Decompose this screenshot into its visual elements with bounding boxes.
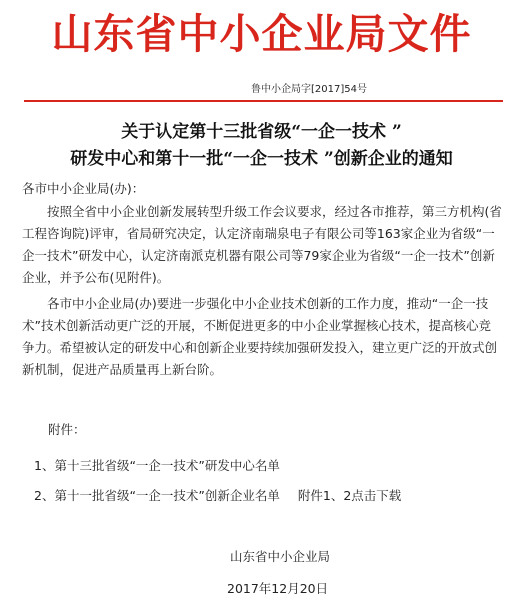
attachment-item-1-label[interactable]: 1、第十三批省级“一企一技术”研发中心名单 bbox=[34, 458, 280, 473]
body-paragraph-1: 按照全省中小企业创新发展转型升级工作会议要求，经过各市推荐，第三方机构(省工程咨询院)评审，省局研究决定，认定济南瑞泉电子有限公司等163家企业为省级“一企一技术”研发中心，认定济南派克机器有限公司等79家企业为省级“一企一技术”创新企业，并予公布(见附件)。 bbox=[22, 204, 502, 285]
attachments-label: 附件： bbox=[48, 422, 86, 437]
attachment-item-1[interactable] bbox=[34, 456, 280, 474]
document-header-title: 山东省中小企业局文件 bbox=[51, 10, 472, 58]
notice-title-line-2: 研发中心和第十一批“一企一技术 ”创新企业的通知 bbox=[70, 149, 453, 169]
header-divider bbox=[24, 100, 503, 102]
attachment-download-link[interactable]: 附件1、2点击下载 bbox=[297, 488, 402, 503]
attachment-item-2[interactable] bbox=[34, 486, 401, 504]
body-paragraph-2: 各市中小企业局(办)要进一步强化中小企业技术创新的工作力度，推动“一企一技术”技术创新活动更广泛的开展，不断促进更多的中小企业掌握核心技术，提高核心竞争力。希望被认定的研发中心和创新企业要持续加强研发投入，建立更广泛的开放式创新机制，促进产品质量再上新台阶。 bbox=[22, 296, 498, 377]
document-number: 鲁中小企局字[2017]54号 bbox=[251, 84, 367, 95]
notice-title-line-1: 关于认定第十三批省级“一企一技术 ” bbox=[121, 122, 402, 142]
signature-date: 2017年12月20日 bbox=[227, 581, 329, 596]
signature-organization: 山东省中小企业局 bbox=[230, 549, 331, 564]
salutation: 各市中小企业局(办)： bbox=[22, 181, 145, 196]
attachment-item-2-label[interactable]: 2、第十一批省级“一企一技术”创新企业名单 bbox=[34, 488, 280, 503]
